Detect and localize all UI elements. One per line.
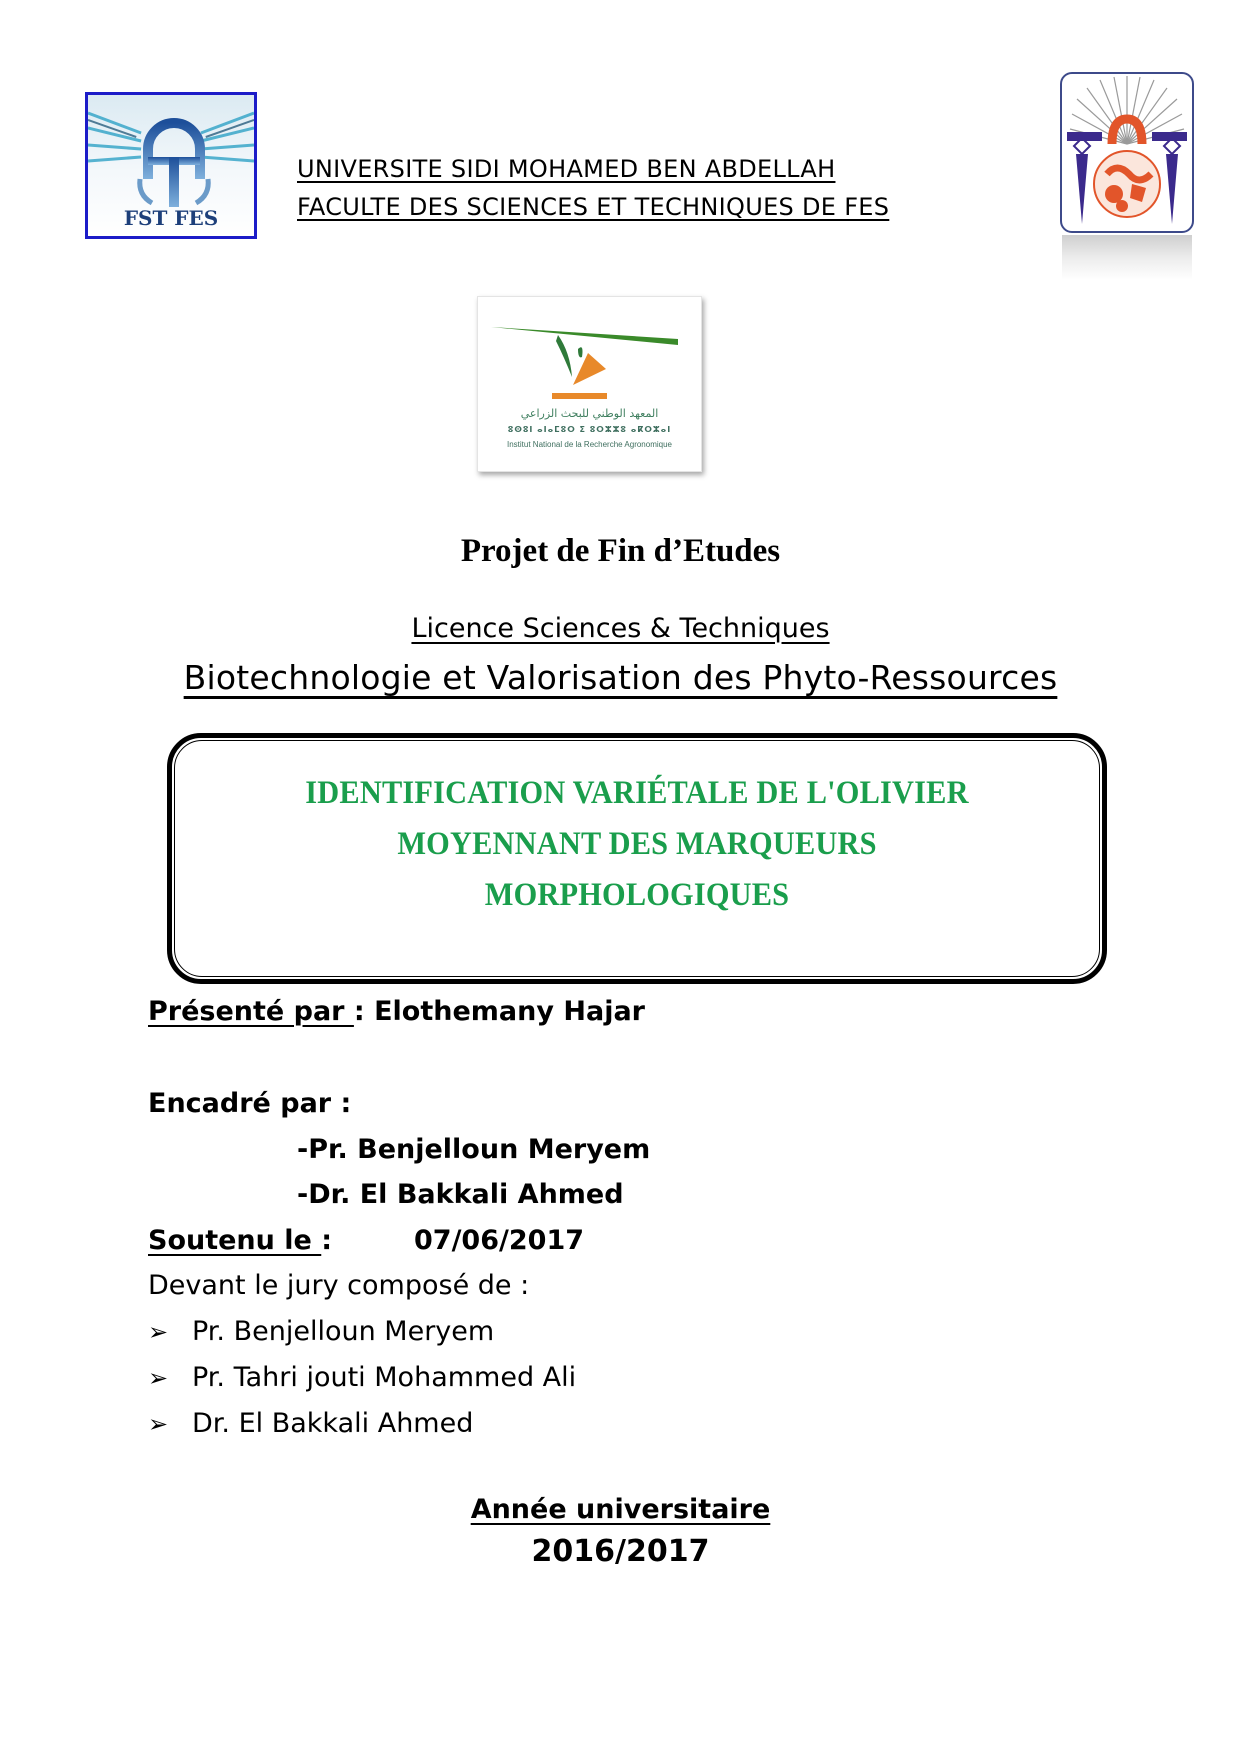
academic-year-value: 2016/2017 xyxy=(531,1534,710,1569)
arrow-bullet-icon: ➢ xyxy=(148,1410,169,1438)
jury-member-name: Pr. Tahri jouti Mohammed Ali xyxy=(192,1362,577,1393)
crest-reflection xyxy=(1062,235,1192,280)
jury-label: Devant le jury composé de : xyxy=(148,1270,530,1301)
specialty-title: Biotechnologie et Valorisation des Phyto-Ressources xyxy=(183,658,1058,697)
supervisor-1: -Pr. Benjelloun Meryem xyxy=(297,1134,651,1165)
presented-by-row xyxy=(148,996,645,1027)
defended-row xyxy=(148,1225,332,1256)
presented-by-separator: : xyxy=(353,996,375,1027)
degree-title: Licence Sciences & Techniques xyxy=(411,613,830,644)
jury-member-name: Pr. Benjelloun Meryem xyxy=(192,1316,495,1347)
project-title-line-3: MORPHOLOGIQUES xyxy=(484,877,790,913)
presented-by-name: Elothemany Hajar xyxy=(374,996,645,1027)
presented-by-label: Présenté par xyxy=(148,996,354,1027)
university-name: UNIVERSITE SIDI MOHAMED BEN ABDELLAH xyxy=(297,155,836,183)
defended-date: 07/06/2017 xyxy=(414,1225,585,1256)
document-type-title: Projet de Fin d’Etudes xyxy=(460,533,781,569)
project-title-frame xyxy=(167,733,1107,984)
defended-label: Soutenu le xyxy=(148,1225,322,1256)
inra-logo xyxy=(477,296,702,472)
supervisor-2: -Dr. El Bakkali Ahmed xyxy=(297,1179,624,1210)
inra-arabic-name: المعهد الوطني للبحث الزراعي xyxy=(520,407,659,420)
faculty-name: FACULTE DES SCIENCES ET TECHNIQUES DE FES xyxy=(297,193,890,221)
jury-member xyxy=(148,1408,473,1439)
arrow-bullet-icon: ➢ xyxy=(148,1364,169,1392)
inra-french-name: Institut National de la Recherche Agronomique xyxy=(507,440,672,449)
institution-header xyxy=(297,150,889,226)
fst-fes-logo xyxy=(85,92,257,239)
jury-member xyxy=(148,1316,494,1347)
project-title-line-2: MOYENNANT DES MARQUEURS xyxy=(397,826,877,862)
academic-year-label: Année universitaire xyxy=(470,1494,771,1525)
inra-emblem-icon xyxy=(478,297,703,407)
at-monogram-icon xyxy=(134,117,214,209)
crest-icon xyxy=(1062,74,1192,231)
usmba-university-crest xyxy=(1060,72,1194,233)
project-title xyxy=(172,768,1102,921)
jury-member xyxy=(148,1362,576,1393)
jury-member-name: Dr. El Bakkali Ahmed xyxy=(192,1408,474,1439)
fst-fes-logo-text: FST FES xyxy=(123,206,219,230)
arrow-bullet-icon: ➢ xyxy=(148,1318,169,1346)
supervised-by-label: Encadré par : xyxy=(148,1088,352,1119)
inra-tifinagh-name: ⵓⵙⵓⵏ ⴰⵏⴰⵎⵓⵔ ⵉ ⵓⵔⵣⵣⵓ ⴰⴽⵔⵣⴰⵏ xyxy=(507,425,672,434)
defended-separator: : xyxy=(321,1225,333,1256)
project-title-line-1: IDENTIFICATION VARIÉTALE DE L'OLIVIER xyxy=(305,775,969,811)
